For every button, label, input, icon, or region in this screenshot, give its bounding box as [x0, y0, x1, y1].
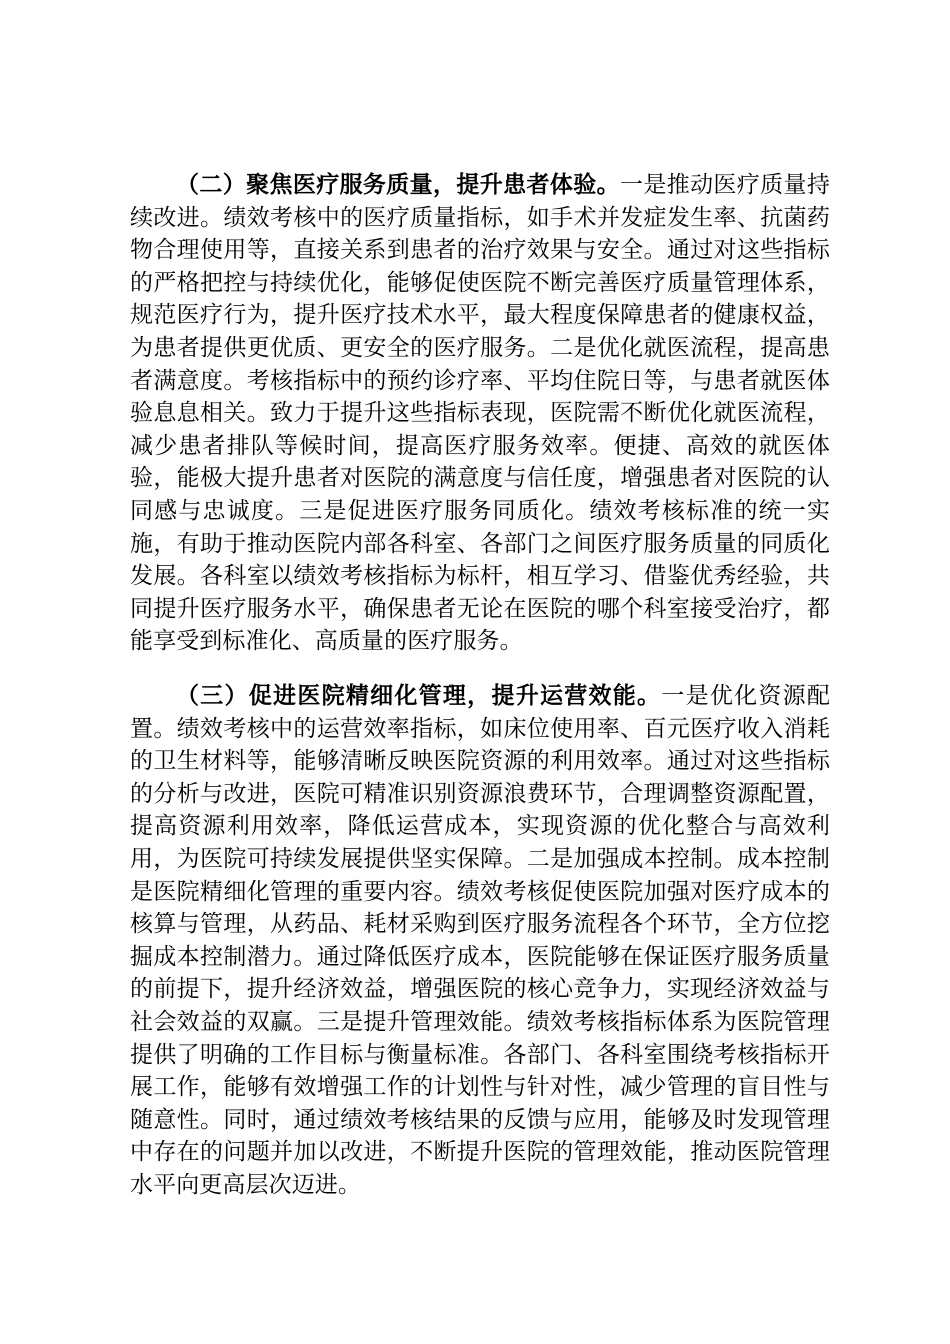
section-heading-3: （三）促进医院精细化管理，提升运营效能。	[176, 683, 662, 709]
section-body-3: 一是优化资源配置。绩效考核中的运营效率指标，如床位使用率、百元医疗收入消耗的卫生材料等，能够清晰反映医院资源的利用效率。通过对这些指标的分析与改进，医院可精准识别资源浪费环节，合理调整资源配置，提高资源利用效率，降低运营成本，实现资源的优化整合与高效利用，为医院可持续发展提供坚实保障。二是加强成本控制。成本控制是医院精细化管理的重要内容。绩效考核促使医院加强对医疗成本的核算与管理，从药品、耗材采购到医疗服务流程各个环节，全方位挖掘成本控制潜力。通过降低医疗成本，医院能够在保证医疗服务质量的前提下，提升经济效益，增强医院的核心竞争力，实现经济效益与社会效益的双赢。三是提升管理效能。绩效考核指标体系为医院管理提供了明确的工作目标与衡量标准。各部门、各科室围绕考核指标开展工作，能够有效增强工作的计划性与针对性，减少管理的盲目性与随意性。同时，通过绩效考核结果的反馈与应用，能够及时发现管理中存在的问题并加以改进，不断提升医院的管理效能，推动医院管理水平向更高层次迈进。	[130, 683, 831, 1198]
section-heading-2: （二）聚焦医疗服务质量，提升患者体验。	[176, 172, 620, 198]
section-body-2: 一是推动医疗质量持续改进。绩效考核中的医疗质量指标，如手术并发症发生率、抗菌药物合理使用等，直接关系到患者的治疗效果与安全。通过对这些指标的严格把控与持续优化，能够促使医院不断完善医疗质量管理体系，规范医疗行为，提升医疗技术水平，最大程度保障患者的健康权益，为患者提供更优质、更安全的医疗服务。二是优化就医流程，提高患者满意度。考核指标中的预约诊疗率、平均住院日等，与患者就医体验息息相关。致力于提升这些指标表现，医院需不断优化就医流程，减少患者排队等候时间，提高医疗服务效率。便捷、高效的就医体验，能极大提升患者对医院的满意度与信任度，增强患者对医院的认同感与忠诚度。三是促进医疗服务同质化。绩效考核标准的统一实施，有助于推动医院内部各科室、各部门之间医疗服务质量的同质化发展。各科室以绩效考核指标为标杆，相互学习、借鉴优秀经验，共同提升医疗服务水平，确保患者无论在医院的哪个科室接受治疗，都能享受到标准化、高质量的医疗服务。	[130, 172, 830, 655]
section-paragraph-3	[130, 680, 830, 1202]
section-paragraph-2	[130, 169, 830, 658]
